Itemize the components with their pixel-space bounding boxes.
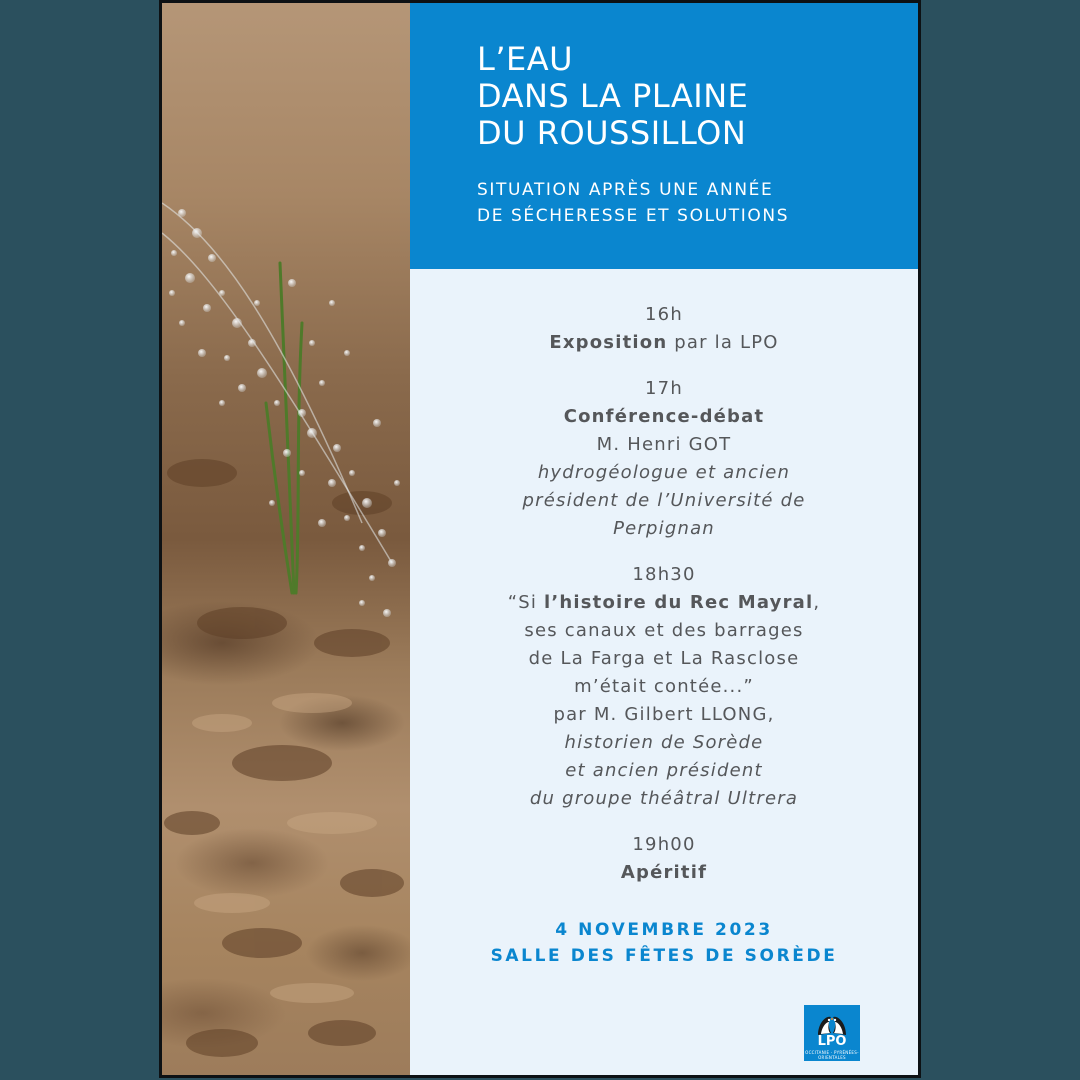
speaker-role-line: historien de Sorède	[564, 732, 764, 753]
program-time: 19h00	[632, 834, 696, 855]
event-poster	[162, 3, 918, 1075]
story-highlight: l’histoire du Rec Mayral	[543, 592, 814, 613]
program-by: par la LPO	[667, 332, 779, 353]
logo-subtext: OCCITANIE · PYRÉNÉES-ORIENTALES	[805, 1050, 859, 1060]
event-info	[410, 917, 918, 969]
speaker-role-line: et ancien président	[565, 760, 763, 781]
soil-water-photo	[162, 3, 410, 1075]
title-line: DU ROUSSILLON	[477, 114, 747, 152]
title-line: DANS LA PLAINE	[477, 77, 749, 115]
subtitle-line: SITUATION APRÈS UNE ANNÉE	[477, 180, 774, 200]
program-speaker: M. Henri GOT	[596, 434, 732, 455]
speaker-role-line: Perpignan	[613, 518, 715, 539]
program-item-conference	[410, 375, 918, 543]
water-spray-illustration	[162, 3, 410, 1075]
speaker-role-line: président de l’Université de	[522, 490, 806, 511]
program-item-story	[410, 561, 918, 813]
title-line: L’EAU	[477, 40, 574, 78]
story-title-line	[410, 589, 918, 617]
program-time: 18h30	[632, 564, 696, 585]
subtitle-line: DE SÉCHERESSE ET SOLUTIONS	[477, 206, 790, 226]
story-line: de La Farga et La Rasclose	[528, 648, 800, 669]
program-item-aperitif	[410, 831, 918, 887]
program-speaker: par M. Gilbert LLONG,	[553, 704, 775, 725]
program-title: Conférence-débat	[563, 406, 765, 427]
title-block	[410, 3, 918, 269]
story-line: ses canaux et des barrages	[524, 620, 804, 641]
program-schedule	[410, 301, 918, 905]
program-title: Exposition	[549, 332, 668, 353]
story-comma: ,	[813, 592, 821, 613]
program-item-expo	[410, 301, 918, 357]
poster-title	[477, 41, 907, 152]
poster-subtitle	[477, 177, 907, 229]
program-title: Apéritif	[620, 862, 708, 883]
program-time: 16h	[645, 304, 683, 325]
speaker-role-line: du groupe théâtral Ultrera	[529, 788, 799, 809]
program-time: 17h	[645, 378, 683, 399]
story-open-quote: “Si	[507, 592, 544, 613]
event-date: 4 NOVEMBRE 2023	[555, 920, 773, 940]
logo-text: LPO	[817, 1034, 847, 1049]
story-line: m’était contée...”	[574, 676, 754, 697]
program-title-line	[410, 329, 918, 357]
lpo-logo	[804, 1005, 860, 1061]
speaker-role-line: hydrogéologue et ancien	[537, 462, 791, 483]
event-venue: SALLE DES FÊTES DE SORÈDE	[490, 946, 838, 966]
